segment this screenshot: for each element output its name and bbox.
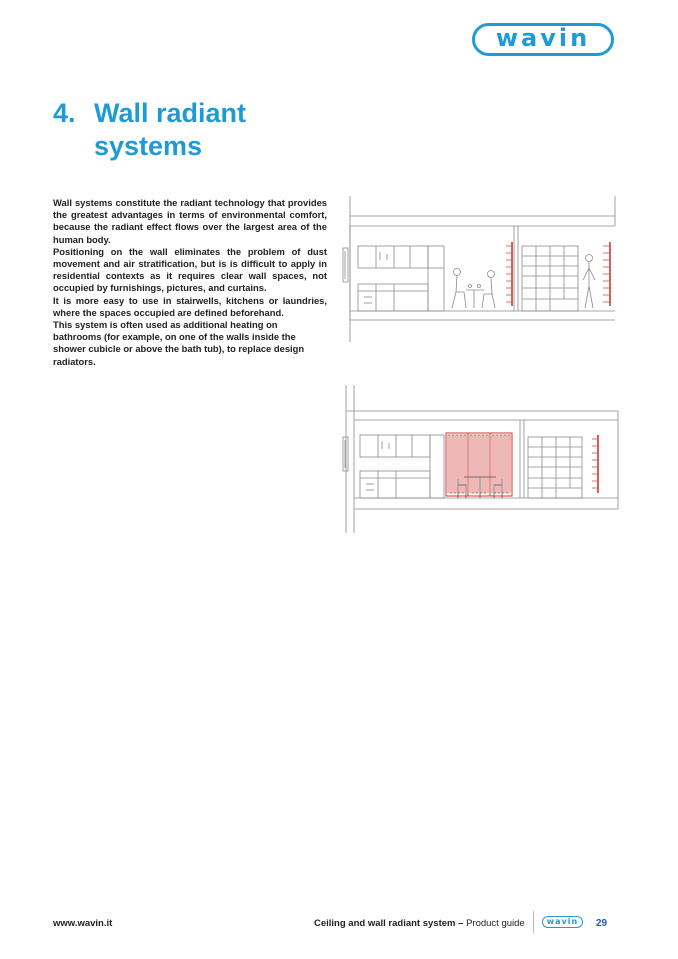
footer-title-rest: Product guide bbox=[466, 918, 525, 929]
section-title-line1: Wall radiant bbox=[94, 98, 247, 128]
body-text bbox=[53, 197, 327, 368]
section-title-line2: systems bbox=[94, 131, 203, 161]
body-paragraph: It is more easy to use in stairwells, kitchens or laundries, where the spaces occupied are defined beforehand. bbox=[53, 294, 327, 318]
footer-document-title bbox=[314, 918, 525, 929]
logo-text: wavin bbox=[495, 24, 591, 52]
wall-radiant-section-illustration bbox=[340, 196, 620, 342]
wavin-logo bbox=[472, 23, 614, 56]
section-number: 4. bbox=[53, 98, 76, 128]
footer-divider bbox=[533, 911, 534, 933]
footer-title-bold: Ceiling and wall radiant system – bbox=[314, 918, 464, 929]
page-number: 29 bbox=[596, 918, 608, 929]
body-paragraph: Positioning on the wall eliminates the problem of dust movement and air stratification, but is is difficult to apply in residential contexts as it requires clear wall spaces, not occupied by furnishings, pictures, and curtains. bbox=[53, 245, 327, 294]
footer-wavin-logo bbox=[542, 916, 583, 928]
section-heading bbox=[53, 97, 246, 163]
footer-website-url[interactable]: www.wavin.it bbox=[53, 918, 113, 929]
wall-heating-circuit-illustration bbox=[340, 385, 620, 533]
footer-logo-text: wavin bbox=[546, 917, 579, 926]
body-paragraph: This system is often used as additional heating on bathrooms (for example, on one of the walls inside the shower cubicle or above the bath tub), to replace design radiators. bbox=[53, 319, 305, 367]
body-paragraph: Wall systems constitute the radiant technology that provides the greatest advantages in terms of environmental comfort, because the radiant effect flows over the largest area of the human body. bbox=[53, 197, 327, 245]
